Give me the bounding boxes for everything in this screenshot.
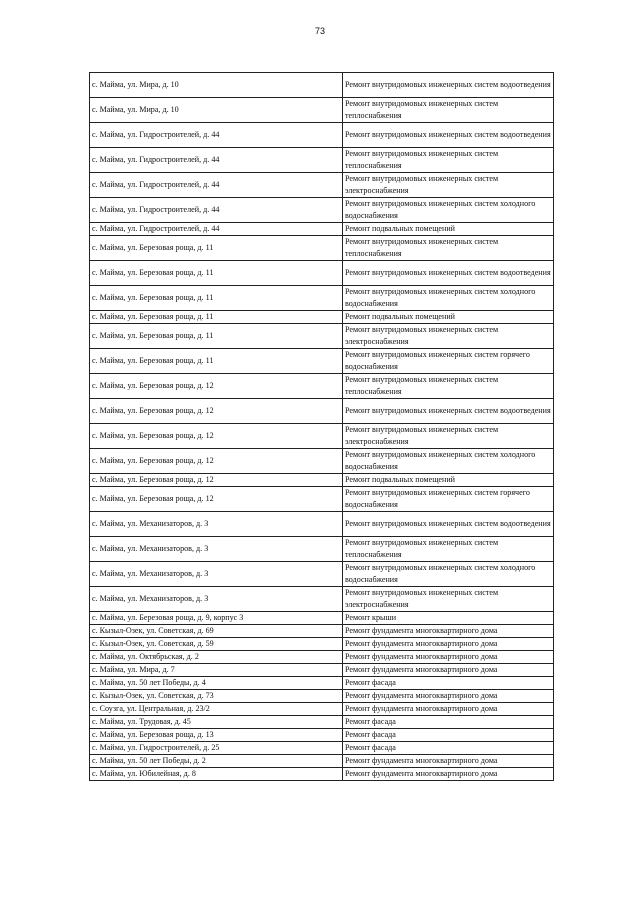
work-type-cell: Ремонт фундамента многоквартирного дома (343, 768, 554, 781)
address-cell: с. Соузга, ул. Центральная, д. 23/2 (90, 703, 343, 716)
address-cell: с. Майма, ул. Гидростроителей, д. 44 (90, 223, 343, 236)
work-type-cell: Ремонт внутридомовых инженерных систем холодного водоснабжения (343, 562, 554, 587)
work-type-cell: Ремонт фасада (343, 677, 554, 690)
address-cell: с. Майма, ул. Мира, д. 7 (90, 664, 343, 677)
work-type-cell: Ремонт подвальных помещений (343, 311, 554, 324)
work-type-cell: Ремонт внутридомовых инженерных систем электроснабжения (343, 324, 554, 349)
work-type-cell: Ремонт фундамента многоквартирного дома (343, 651, 554, 664)
table-row (90, 286, 554, 311)
table-row (90, 612, 554, 625)
work-type-cell: Ремонт внутридомовых инженерных систем холодного водоснабжения (343, 198, 554, 223)
address-cell: с. Майма, ул. Березовая роща, д. 13 (90, 729, 343, 742)
table-row (90, 311, 554, 324)
address-cell: с. Майма, ул. Березовая роща, д. 9, корпус 3 (90, 612, 343, 625)
table-row (90, 768, 554, 781)
work-type-cell: Ремонт внутридомовых инженерных систем водоотведения (343, 399, 554, 424)
table-row (90, 123, 554, 148)
work-type-cell: Ремонт внутридомовых инженерных систем электроснабжения (343, 424, 554, 449)
work-type-cell: Ремонт фундамента многоквартирного дома (343, 755, 554, 768)
page-number: 73 (314, 26, 325, 36)
work-type-cell: Ремонт внутридомовых инженерных систем теплоснабжения (343, 374, 554, 399)
work-type-cell: Ремонт фундамента многоквартирного дома (343, 703, 554, 716)
table-row (90, 638, 554, 651)
work-type-cell: Ремонт внутридомовых инженерных систем теплоснабжения (343, 537, 554, 562)
table-row (90, 374, 554, 399)
table-row (90, 261, 554, 286)
work-type-cell: Ремонт подвальных помещений (343, 223, 554, 236)
address-cell: с. Кызыл-Озек, ул. Советская, д. 73 (90, 690, 343, 703)
address-cell: с. Майма, ул. Мира, д. 10 (90, 73, 343, 98)
address-cell: с. Майма, ул. Гидростроителей, д. 25 (90, 742, 343, 755)
table-row (90, 424, 554, 449)
address-cell: с. Майма, ул. Березовая роща, д. 12 (90, 449, 343, 474)
address-cell: с. Майма, ул. 50 лет Победы, д. 2 (90, 755, 343, 768)
address-cell: с. Майма, ул. Гидростроителей, д. 44 (90, 123, 343, 148)
work-type-cell: Ремонт фасада (343, 716, 554, 729)
address-cell: с. Майма, ул. Механизаторов, д. 3 (90, 537, 343, 562)
work-type-cell: Ремонт фундамента многоквартирного дома (343, 690, 554, 703)
table-row (90, 474, 554, 487)
address-cell: с. Майма, ул. Березовая роща, д. 11 (90, 311, 343, 324)
work-type-cell: Ремонт внутридомовых инженерных систем теплоснабжения (343, 236, 554, 261)
table-row (90, 537, 554, 562)
table-row (90, 562, 554, 587)
work-type-cell: Ремонт фундамента многоквартирного дома (343, 625, 554, 638)
address-cell: с. Майма, ул. Березовая роща, д. 12 (90, 424, 343, 449)
table-row (90, 173, 554, 198)
address-cell: с. Майма, ул. Механизаторов, д. 3 (90, 562, 343, 587)
table-row (90, 690, 554, 703)
address-cell: с. Майма, ул. Березовая роща, д. 11 (90, 286, 343, 311)
work-type-cell: Ремонт фасада (343, 729, 554, 742)
address-cell: с. Майма, ул. Гидростроителей, д. 44 (90, 173, 343, 198)
work-type-cell: Ремонт внутридомовых инженерных систем водоотведения (343, 73, 554, 98)
work-type-cell: Ремонт внутридомовых инженерных систем водоотведения (343, 512, 554, 537)
address-cell: с. Майма, ул. Березовая роща, д. 12 (90, 474, 343, 487)
works-table-body (90, 73, 554, 781)
work-type-cell: Ремонт внутридомовых инженерных систем водоотведения (343, 123, 554, 148)
address-cell: с. Майма, ул. Березовая роща, д. 12 (90, 399, 343, 424)
work-type-cell: Ремонт внутридомовых инженерных систем теплоснабжения (343, 98, 554, 123)
address-cell: с. Кызыл-Озек, ул. Советская, д. 69 (90, 625, 343, 638)
table-row (90, 677, 554, 690)
work-type-cell: Ремонт подвальных помещений (343, 474, 554, 487)
table-row (90, 664, 554, 677)
work-type-cell: Ремонт внутридомовых инженерных систем электроснабжения (343, 587, 554, 612)
table-row (90, 148, 554, 173)
work-type-cell: Ремонт внутридомовых инженерных систем горячего водоснабжения (343, 349, 554, 374)
work-type-cell: Ремонт внутридомовых инженерных систем водоотведения (343, 261, 554, 286)
table-row (90, 625, 554, 638)
table-row (90, 755, 554, 768)
table-row (90, 587, 554, 612)
table-row (90, 73, 554, 98)
address-cell: с. Майма, ул. Юбилейная, д. 8 (90, 768, 343, 781)
table-row (90, 324, 554, 349)
work-type-cell: Ремонт внутридомовых инженерных систем горячего водоснабжения (343, 487, 554, 512)
work-type-cell: Ремонт фундамента многоквартирного дома (343, 664, 554, 677)
table-row (90, 742, 554, 755)
table-row (90, 716, 554, 729)
work-type-cell: Ремонт фундамента многоквартирного дома (343, 638, 554, 651)
table-row (90, 449, 554, 474)
table-row (90, 223, 554, 236)
address-cell: с. Майма, ул. Березовая роща, д. 11 (90, 324, 343, 349)
work-type-cell: Ремонт внутридомовых инженерных систем электроснабжения (343, 173, 554, 198)
table-row (90, 512, 554, 537)
work-type-cell: Ремонт фасада (343, 742, 554, 755)
address-cell: с. Майма, ул. Гидростроителей, д. 44 (90, 198, 343, 223)
table-row (90, 98, 554, 123)
address-cell: с. Майма, ул. Березовая роща, д. 12 (90, 374, 343, 399)
address-cell: с. Майма, ул. Гидростроителей, д. 44 (90, 148, 343, 173)
works-table (89, 72, 554, 781)
address-cell: с. Кызыл-Озек, ул. Советская, д. 59 (90, 638, 343, 651)
table-row (90, 703, 554, 716)
table-row (90, 399, 554, 424)
work-type-cell: Ремонт внутридомовых инженерных систем холодного водоснабжения (343, 286, 554, 311)
work-type-cell: Ремонт крыши (343, 612, 554, 625)
table-row (90, 487, 554, 512)
address-cell: с. Майма, ул. Механизаторов, д. 3 (90, 587, 343, 612)
address-cell: с. Майма, ул. Механизаторов, д. 3 (90, 512, 343, 537)
address-cell: с. Майма, ул. 50 лет Победы, д. 4 (90, 677, 343, 690)
address-cell: с. Майма, ул. Березовая роща, д. 12 (90, 487, 343, 512)
table-row (90, 236, 554, 261)
work-type-cell: Ремонт внутридомовых инженерных систем теплоснабжения (343, 148, 554, 173)
table-row (90, 349, 554, 374)
address-cell: с. Майма, ул. Березовая роща, д. 11 (90, 349, 343, 374)
address-cell: с. Майма, ул. Березовая роща, д. 11 (90, 261, 343, 286)
work-type-cell: Ремонт внутридомовых инженерных систем холодного водоснабжения (343, 449, 554, 474)
address-cell: с. Майма, ул. Березовая роща, д. 11 (90, 236, 343, 261)
table-row (90, 729, 554, 742)
address-cell: с. Майма, ул. Мира, д. 10 (90, 98, 343, 123)
table-row (90, 198, 554, 223)
address-cell: с. Майма, ул. Октябрьская, д. 2 (90, 651, 343, 664)
table-row (90, 651, 554, 664)
address-cell: с. Майма, ул. Трудовая, д. 45 (90, 716, 343, 729)
